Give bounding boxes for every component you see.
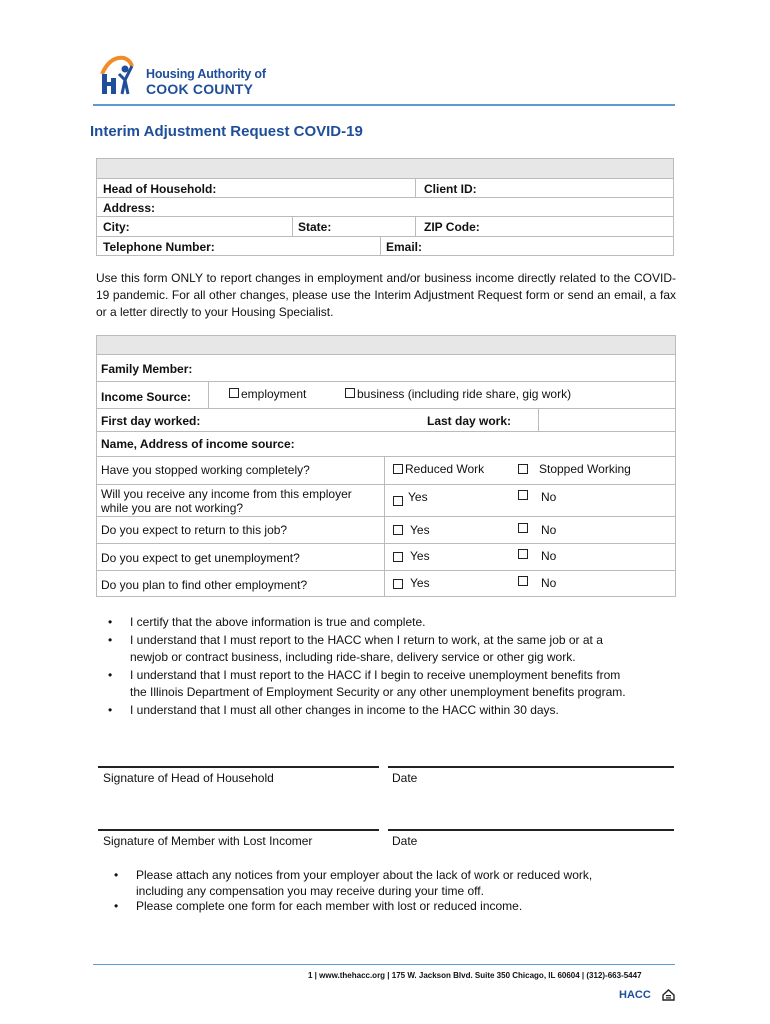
member-signature-line[interactable]	[98, 829, 379, 831]
question-stopped-working: Have you stopped working completely?	[101, 463, 310, 477]
unemployment-no-checkbox[interactable]	[518, 549, 528, 559]
form-title: Interim Adjustment Request COVID-19	[90, 123, 363, 140]
stopped-working-checkbox[interactable]	[518, 464, 528, 474]
list-item: • Please complete one form for each member with lost or reduced income.	[114, 899, 634, 915]
client-id-label: Client ID:	[424, 182, 477, 196]
head-signature-line[interactable]	[98, 766, 379, 768]
org-name-line2: COOK COUNTY	[146, 81, 254, 97]
first-day-label: First day worked:	[101, 414, 201, 428]
other-employment-no-label: No	[541, 576, 557, 590]
state-label: State:	[298, 220, 332, 234]
stopped-working-label: Stopped Working	[539, 462, 631, 476]
employment-header-bar	[96, 335, 676, 355]
business-checkbox[interactable]	[345, 388, 355, 398]
employment-option-label: employment	[241, 387, 307, 401]
question-other-employment: Do you plan to find other employment?	[101, 578, 308, 592]
footer-rule	[93, 964, 675, 965]
receive-income-yes-label: Yes	[408, 490, 428, 504]
org-name-line1: Housing Authority of	[146, 67, 266, 81]
return-job-yes-checkbox[interactable]	[393, 525, 403, 535]
other-employment-yes-checkbox[interactable]	[393, 579, 403, 589]
other-employment-no-checkbox[interactable]	[518, 576, 528, 586]
receive-income-no-checkbox[interactable]	[518, 490, 528, 500]
income-source-label: Income Source:	[101, 390, 192, 404]
family-member-label: Family Member:	[101, 362, 193, 376]
date2-line[interactable]	[388, 829, 674, 831]
city-label: City:	[103, 220, 130, 234]
return-job-no-checkbox[interactable]	[518, 523, 528, 533]
footer-text: 1 | www.thehacc.org | 175 W. Jackson Blvd. Suite 350 Chicago, IL 60604 | (312)-663-5447	[308, 971, 642, 980]
notes-list	[114, 868, 634, 915]
list-item: • I understand that I must report to the HACC if I begin to receive unemployment benefits from the Illinois Department of Employment Security or any other unemployment benefits program.	[108, 667, 628, 702]
email-label: Email:	[386, 240, 423, 254]
receive-income-no-label: No	[541, 490, 557, 504]
business-option-label: business (including ride share, gig work)	[357, 387, 572, 401]
unemployment-yes-checkbox[interactable]	[393, 552, 403, 562]
head-of-household-label: Head of Household:	[103, 182, 217, 196]
question-receive-income: Will you receive any income from this employer while you are not working?	[101, 487, 352, 515]
reduced-work-checkbox[interactable]	[393, 464, 403, 474]
header-rule	[93, 104, 675, 106]
date1-line[interactable]	[388, 766, 674, 768]
footer-logo-text: HACC	[619, 989, 651, 1001]
telephone-label: Telephone Number:	[103, 240, 215, 254]
address-label: Address:	[103, 201, 156, 215]
hacc-logo-icon	[98, 52, 144, 98]
list-item: • I understand that I must report to the HACC when I return to work, at the same job or at a newjob or contract business, including ride-share, delivery service or other gig work.	[108, 632, 628, 667]
unemployment-yes-label: Yes	[410, 549, 430, 563]
reduced-work-label: Reduced Work	[405, 462, 485, 476]
receive-income-yes-checkbox[interactable]	[393, 496, 403, 506]
other-employment-yes-label: Yes	[410, 576, 430, 590]
equal-housing-icon	[662, 989, 675, 1001]
date2-label: Date	[392, 834, 418, 848]
member-signature-label: Signature of Member with Lost Incomer	[103, 834, 313, 848]
question-return-job: Do you expect to return to this job?	[101, 523, 288, 537]
income-source-name-label: Name, Address of income source:	[101, 437, 295, 451]
unemployment-no-label: No	[541, 549, 557, 563]
list-item: • Please attach any notices from your employer about the lack of work or reduced work, including any compensation you may receive during your time off.	[114, 868, 634, 899]
return-job-yes-label: Yes	[410, 523, 430, 537]
last-day-label: Last day work:	[427, 414, 512, 428]
head-signature-label: Signature of Head of Household	[103, 771, 274, 785]
question-unemployment: Do you expect to get unemployment?	[101, 551, 300, 565]
employment-checkbox[interactable]	[229, 388, 239, 398]
date1-label: Date	[392, 771, 418, 785]
return-job-no-label: No	[541, 523, 557, 537]
certification-list	[108, 614, 628, 719]
intro-paragraph: Use this form ONLY to report changes in employment and/or business income directly related to the COVID-19 pandemic. For all other changes, please use the Interim Adjustment Request form or send an email, a fax or a letter directly to your Housing Specialist.	[96, 271, 676, 319]
list-item: • I certify that the above information is true and complete.	[108, 614, 628, 632]
zip-label: ZIP Code:	[424, 220, 480, 234]
household-header-bar	[96, 158, 674, 179]
list-item: • I understand that I must all other changes in income to the HACC within 30 days.	[108, 702, 628, 720]
